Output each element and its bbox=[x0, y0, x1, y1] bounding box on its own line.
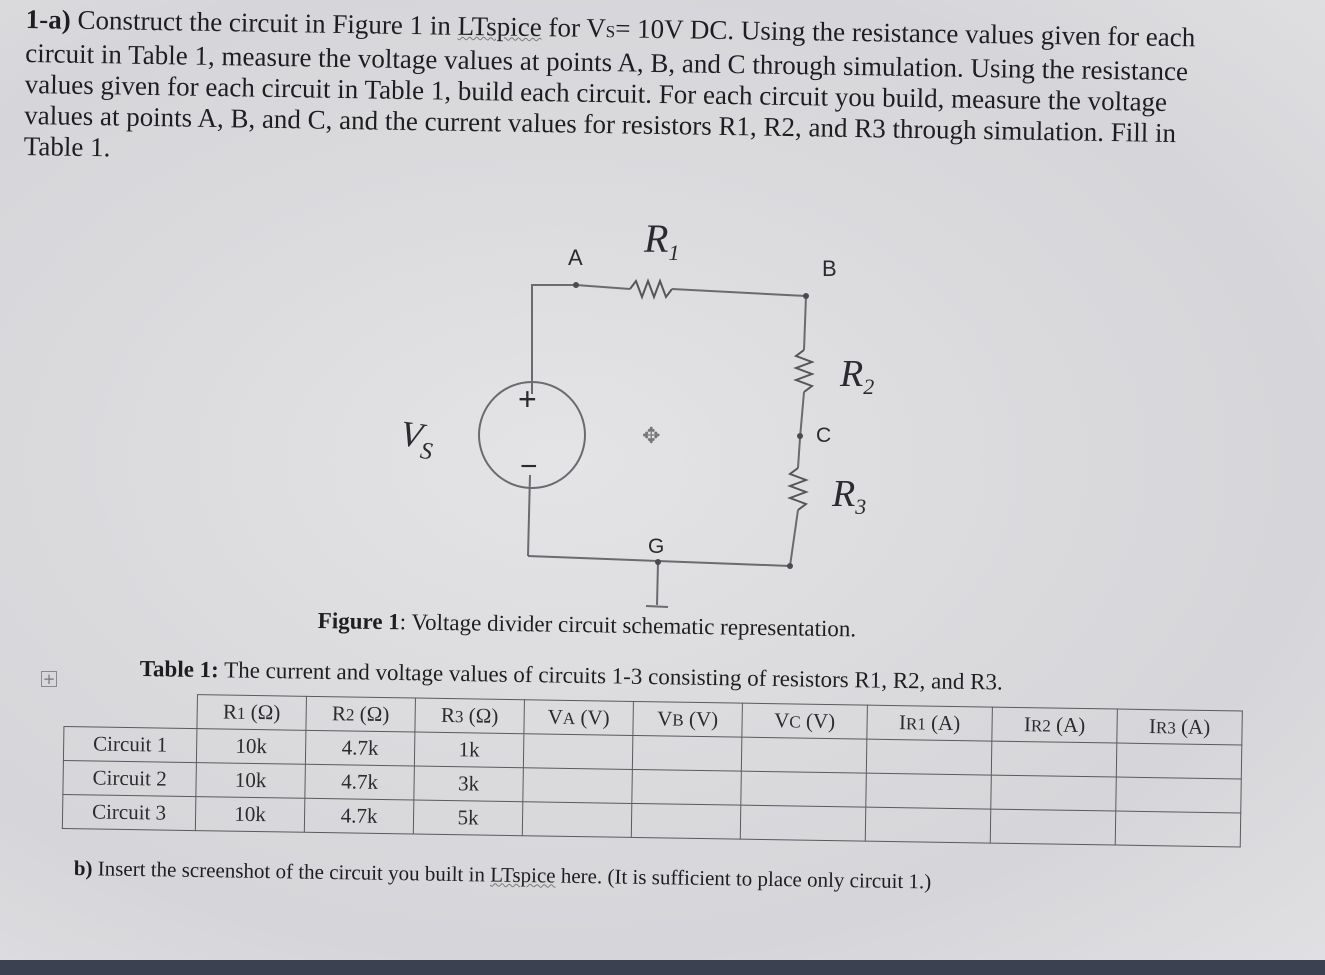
part-b-text bbox=[74, 856, 932, 894]
cell-ir3[interactable] bbox=[1115, 811, 1241, 847]
cell-ir2[interactable] bbox=[990, 809, 1116, 845]
header-blank-cell bbox=[64, 693, 198, 729]
cell-ir1[interactable] bbox=[865, 807, 991, 843]
wire-a-r1 bbox=[576, 285, 630, 289]
row-label[interactable]: Circuit 1 bbox=[63, 727, 197, 763]
taskbar-strip bbox=[0, 960, 1325, 975]
resistor-r1-zigzag bbox=[630, 281, 672, 297]
ground-bar bbox=[646, 606, 668, 607]
node-c-label: C bbox=[816, 424, 832, 447]
table-move-handle-icon[interactable]: + bbox=[42, 670, 56, 688]
cell-r1[interactable]: 10k bbox=[196, 729, 306, 765]
part-b-label: b) bbox=[73, 856, 93, 881]
r1-label: $R_1$ bbox=[644, 216, 680, 265]
cell-vb[interactable] bbox=[632, 735, 742, 771]
cell-r1[interactable]: 10k bbox=[195, 797, 305, 833]
node-b-label: B bbox=[822, 256, 837, 281]
header-vb[interactable]: VB (V) bbox=[633, 701, 743, 737]
node-c-dot bbox=[797, 433, 803, 439]
cell-r3[interactable]: 3k bbox=[414, 766, 524, 802]
row-label[interactable]: Circuit 3 bbox=[62, 794, 196, 830]
cell-ir1[interactable] bbox=[866, 773, 992, 809]
question-text-3: = 10V DC. Using the resistance values given for each circuit in Table 1, measure the voltage values at points A, B, and C through simulation. Using the resistance values given for each circuit in Table 1, build each circuit. For each circuit you build, measure the voltage values at points A, B, and C, and the current values for resistors R1, R2, and R3 through simulation. Fill in Table 1. bbox=[23, 13, 1196, 163]
cell-vc[interactable] bbox=[740, 805, 866, 841]
r3-label: $R_3$ bbox=[832, 473, 867, 519]
circuit-schematic bbox=[380, 210, 940, 620]
move-cursor-icon: ✥ bbox=[642, 424, 661, 449]
part-b-text-2: here. (It is sufficient to place only circuit 1.) bbox=[555, 863, 932, 894]
node-bottom-right-dot bbox=[787, 563, 793, 569]
resistor-r3-zigzag bbox=[790, 468, 806, 510]
header-r3[interactable]: R3 (Ω) bbox=[415, 698, 525, 734]
cell-va[interactable] bbox=[523, 734, 633, 770]
r2-label: $R_2$ bbox=[840, 353, 875, 399]
cell-ir2[interactable] bbox=[991, 741, 1117, 777]
header-ir2[interactable]: IR2 (A) bbox=[992, 707, 1118, 743]
row-label[interactable]: Circuit 2 bbox=[63, 760, 197, 796]
ground-wire bbox=[657, 562, 658, 605]
cell-ir2[interactable] bbox=[991, 775, 1117, 811]
wire-r1-b bbox=[672, 289, 806, 296]
question-paragraph bbox=[24, 4, 1241, 181]
wire-b-down bbox=[804, 296, 806, 350]
table-caption bbox=[140, 656, 1003, 696]
vs-subscript: S bbox=[605, 22, 616, 42]
cell-vb[interactable] bbox=[631, 803, 741, 839]
cell-r2[interactable]: 4.7k bbox=[304, 798, 414, 834]
node-g-label: G bbox=[648, 535, 665, 558]
cell-vc[interactable] bbox=[741, 771, 867, 807]
header-r1[interactable]: R1 (Ω) bbox=[197, 695, 307, 731]
header-vc[interactable]: VC (V) bbox=[742, 703, 868, 739]
spellcheck-word-ltspice[interactable]: LTspice bbox=[457, 10, 542, 43]
cell-r3[interactable]: 1k bbox=[414, 732, 524, 768]
table-caption-bold: Table 1: bbox=[139, 656, 220, 683]
wire-c-r3 bbox=[798, 438, 800, 468]
cell-r2[interactable]: 4.7k bbox=[305, 764, 415, 800]
cell-ir3[interactable] bbox=[1116, 743, 1242, 779]
question-text-1: Construct the circuit in Figure 1 in bbox=[70, 4, 458, 41]
header-ir3[interactable]: IR3 (A) bbox=[1117, 709, 1243, 745]
cell-va[interactable] bbox=[522, 802, 632, 838]
cell-vb[interactable] bbox=[632, 769, 742, 805]
node-g-dot bbox=[655, 559, 661, 565]
header-ir1[interactable]: IR1 (A) bbox=[867, 705, 993, 741]
header-va[interactable]: VA (V) bbox=[524, 700, 634, 736]
header-r2[interactable]: R2 (Ω) bbox=[306, 696, 416, 732]
figure-caption-bold: Figure 1 bbox=[317, 608, 400, 635]
results-table bbox=[62, 692, 1243, 848]
resistor-r2-zigzag bbox=[796, 350, 812, 392]
cell-r2[interactable]: 4.7k bbox=[305, 730, 415, 766]
cell-ir1[interactable] bbox=[866, 739, 992, 775]
node-a-label: A bbox=[568, 245, 583, 270]
vs-label: $V_S$ bbox=[397, 413, 435, 466]
wire-r2-c bbox=[800, 392, 804, 438]
cell-r1[interactable]: 10k bbox=[196, 763, 306, 799]
source-minus: − bbox=[520, 450, 538, 483]
part-b-text-1: Insert the screenshot of the circuit you built in bbox=[92, 856, 491, 887]
wire-top-left bbox=[532, 285, 576, 394]
cell-ir3[interactable] bbox=[1116, 777, 1242, 813]
spellcheck-word-ltspice-2[interactable]: LTspice bbox=[489, 862, 556, 888]
source-plus: + bbox=[518, 381, 537, 417]
question-text-2: for V bbox=[541, 12, 606, 44]
cell-vc[interactable] bbox=[741, 737, 867, 773]
question-label: 1-a) bbox=[25, 4, 71, 35]
wire-r3-bottom bbox=[790, 510, 798, 566]
figure-caption-text: : Voltage divider circuit schematic representation. bbox=[399, 609, 857, 642]
table-wrapper bbox=[62, 692, 1243, 848]
table-caption-text: The current and voltage values of circuits 1-3 consisting of resistors R1, R2, and R3. bbox=[218, 657, 1003, 695]
node-a-dot bbox=[573, 282, 579, 288]
cell-va[interactable] bbox=[523, 768, 633, 804]
cell-r3[interactable]: 5k bbox=[413, 800, 523, 836]
node-b-dot bbox=[803, 293, 809, 299]
